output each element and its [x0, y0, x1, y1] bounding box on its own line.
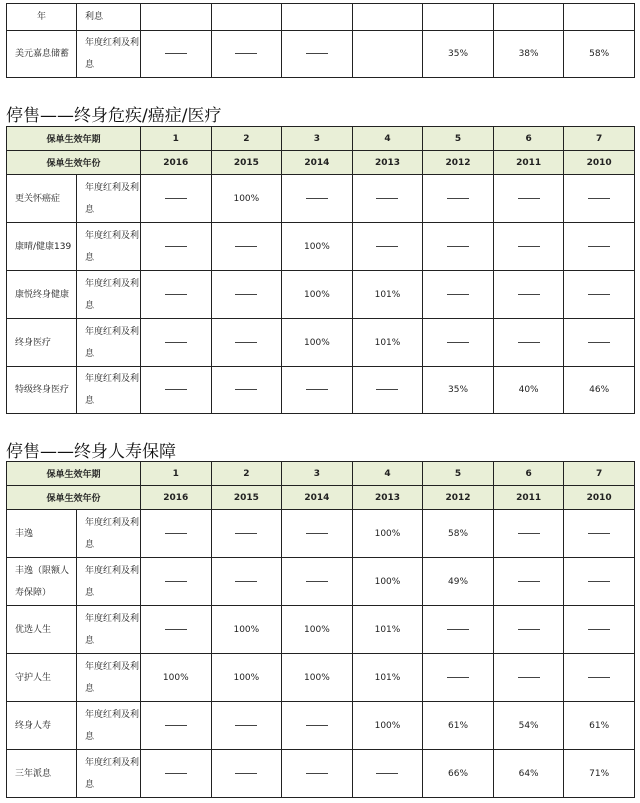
value-cell: [352, 367, 423, 414]
value-cell: 35%: [423, 31, 494, 78]
term-header: 3: [282, 462, 353, 486]
section-title: 停售——终身人寿保障: [6, 442, 176, 462]
product-name: 终身人寿: [7, 702, 77, 750]
term-header: 6: [493, 462, 564, 486]
value-cell: [564, 175, 635, 223]
header-label: 保单生效年期: [7, 462, 141, 486]
value-cell: 101%: [352, 606, 423, 654]
value-cell: [141, 750, 212, 798]
value-cell: [493, 175, 564, 223]
value-cell: [141, 271, 212, 319]
value-cell: 101%: [352, 271, 423, 319]
dash-mark: [165, 342, 187, 343]
dash-mark: [165, 294, 187, 295]
dash-mark: [588, 677, 610, 678]
life-protection-table: [6, 461, 635, 798]
value-cell: 100%: [282, 606, 353, 654]
value-cell: 100%: [211, 654, 282, 702]
value-cell: 100%: [211, 606, 282, 654]
value-cell: [423, 606, 494, 654]
value-cell: [141, 558, 212, 606]
year-header: 2012: [423, 486, 494, 510]
year-header: 2010: [564, 486, 635, 510]
table-row: [7, 510, 635, 558]
term-header: 7: [564, 127, 635, 151]
value-cell: [493, 319, 564, 367]
value-cell: [564, 654, 635, 702]
value-cell: [141, 175, 212, 223]
dash-mark: [518, 246, 540, 247]
value-cell: [493, 4, 564, 31]
value-cell: [282, 367, 353, 414]
bonus-type: 年度红利及利息: [77, 750, 141, 798]
value-cell: [211, 510, 282, 558]
section-title: 停售——终身危疾/癌症/医疗: [6, 106, 222, 126]
value-cell: [423, 271, 494, 319]
value-cell: 101%: [352, 654, 423, 702]
dash-mark: [376, 773, 398, 774]
value-cell: 66%: [423, 750, 494, 798]
dash-mark: [518, 342, 540, 343]
table-row: [7, 702, 635, 750]
dash-mark: [165, 198, 187, 199]
dash-mark: [588, 581, 610, 582]
dash-mark: [165, 725, 187, 726]
table-row: [7, 271, 635, 319]
header-row-term: [7, 462, 635, 486]
table-row: [7, 558, 635, 606]
product-name: 丰逸（限额人寿保障）: [7, 558, 77, 606]
value-cell: [282, 750, 353, 798]
bonus-type: 年度红利及利息: [77, 558, 141, 606]
term-header: 4: [352, 127, 423, 151]
year-header: 2011: [493, 151, 564, 175]
dash-mark: [306, 725, 328, 726]
value-cell: 71%: [564, 750, 635, 798]
value-cell: [493, 654, 564, 702]
value-cell: [493, 558, 564, 606]
value-cell: [423, 319, 494, 367]
dash-mark: [518, 198, 540, 199]
product-name: 三年派息: [7, 750, 77, 798]
year-header: 2015: [211, 486, 282, 510]
dash-mark: [235, 294, 257, 295]
table-row: [7, 606, 635, 654]
value-cell: [282, 31, 353, 78]
term-header: 1: [141, 462, 212, 486]
header-label: 保单生效年份: [7, 486, 141, 510]
value-cell: [564, 223, 635, 271]
value-cell: [282, 510, 353, 558]
value-cell: [423, 654, 494, 702]
dash-mark: [588, 629, 610, 630]
value-cell: [211, 4, 282, 31]
dash-mark: [306, 581, 328, 582]
header-label: 保单生效年份: [7, 151, 141, 175]
year-header: 2013: [352, 486, 423, 510]
value-cell: [493, 606, 564, 654]
value-cell: 100%: [352, 510, 423, 558]
dash-mark: [518, 533, 540, 534]
value-cell: 40%: [493, 367, 564, 414]
value-cell: 64%: [493, 750, 564, 798]
year-header: 2015: [211, 151, 282, 175]
top-partial-table: [6, 3, 635, 78]
product-name: 特级终身医疗: [7, 367, 77, 414]
value-cell: [211, 750, 282, 798]
value-cell: 100%: [282, 271, 353, 319]
table-row: [7, 223, 635, 271]
value-cell: [564, 558, 635, 606]
dash-mark: [306, 773, 328, 774]
dash-mark: [306, 198, 328, 199]
dash-mark: [447, 677, 469, 678]
value-cell: [352, 175, 423, 223]
value-cell: 100%: [282, 223, 353, 271]
value-cell: [141, 4, 212, 31]
value-cell: [423, 223, 494, 271]
value-cell: 101%: [352, 319, 423, 367]
dash-mark: [447, 342, 469, 343]
table-row: [7, 175, 635, 223]
value-cell: [423, 175, 494, 223]
term-header: 5: [423, 462, 494, 486]
dash-mark: [518, 629, 540, 630]
value-cell: [211, 367, 282, 414]
value-cell: 58%: [423, 510, 494, 558]
product-name: 优选人生: [7, 606, 77, 654]
year-header: 2014: [282, 486, 353, 510]
term-header: 2: [211, 127, 282, 151]
dash-mark: [235, 342, 257, 343]
dash-mark: [235, 581, 257, 582]
dash-mark: [235, 246, 257, 247]
term-header: 6: [493, 127, 564, 151]
term-header: 1: [141, 127, 212, 151]
dash-mark: [235, 773, 257, 774]
table-row: [7, 654, 635, 702]
dash-mark: [447, 629, 469, 630]
value-cell: [211, 702, 282, 750]
value-cell: 46%: [564, 367, 635, 414]
bonus-type: 年度红利及利息: [77, 606, 141, 654]
year-header: 2010: [564, 151, 635, 175]
value-cell: [352, 4, 423, 31]
product-name: 丰逸: [7, 510, 77, 558]
value-cell: [493, 510, 564, 558]
value-cell: [211, 558, 282, 606]
dash-mark: [518, 677, 540, 678]
table-row: [7, 750, 635, 798]
value-cell: [423, 4, 494, 31]
dash-mark: [306, 389, 328, 390]
dash-mark: [165, 629, 187, 630]
product-name: 更关怀癌症: [7, 175, 77, 223]
value-cell: [211, 223, 282, 271]
bonus-type: 年度红利及利息: [77, 223, 141, 271]
value-cell: [564, 606, 635, 654]
dash-mark: [165, 773, 187, 774]
year-header: 2016: [141, 151, 212, 175]
value-cell: [564, 4, 635, 31]
year-header: 2014: [282, 151, 353, 175]
value-cell: [282, 175, 353, 223]
value-cell: [211, 31, 282, 78]
dash-mark: [588, 342, 610, 343]
value-cell: [211, 319, 282, 367]
value-cell: [493, 223, 564, 271]
value-cell: 61%: [564, 702, 635, 750]
bonus-type: 利息: [77, 4, 141, 31]
table-row: [7, 31, 635, 78]
value-cell: [211, 271, 282, 319]
term-header: 4: [352, 462, 423, 486]
product-name: 年: [7, 4, 77, 31]
product-name: 守护人生: [7, 654, 77, 702]
value-cell: [282, 702, 353, 750]
header-row-year: [7, 151, 635, 175]
dash-mark: [447, 246, 469, 247]
bonus-type: 年度红利及利息: [77, 271, 141, 319]
value-cell: [352, 31, 423, 78]
value-cell: [564, 271, 635, 319]
value-cell: 54%: [493, 702, 564, 750]
value-cell: 100%: [352, 702, 423, 750]
year-header: 2012: [423, 151, 494, 175]
dash-mark: [447, 198, 469, 199]
dash-mark: [165, 246, 187, 247]
product-name: 终身医疗: [7, 319, 77, 367]
value-cell: [564, 319, 635, 367]
value-cell: [352, 223, 423, 271]
term-header: 2: [211, 462, 282, 486]
dash-mark: [235, 389, 257, 390]
dash-mark: [235, 533, 257, 534]
value-cell: [141, 510, 212, 558]
product-name: 康悦终身健康: [7, 271, 77, 319]
dash-mark: [376, 246, 398, 247]
value-cell: [493, 271, 564, 319]
dash-mark: [588, 294, 610, 295]
header-row-year: [7, 486, 635, 510]
bonus-type: 年度红利及利息: [77, 367, 141, 414]
dash-mark: [235, 725, 257, 726]
dash-mark: [588, 533, 610, 534]
year-header: 2016: [141, 486, 212, 510]
term-header: 7: [564, 462, 635, 486]
value-cell: 100%: [282, 319, 353, 367]
critical-illness-table: [6, 126, 635, 414]
dash-mark: [306, 533, 328, 534]
value-cell: 100%: [211, 175, 282, 223]
header-row-term: [7, 127, 635, 151]
header-label: 保单生效年期: [7, 127, 141, 151]
year-header: 2011: [493, 486, 564, 510]
value-cell: 100%: [141, 654, 212, 702]
product-name: 美元嘉息储蓄: [7, 31, 77, 78]
table-row: [7, 367, 635, 414]
dash-mark: [518, 581, 540, 582]
value-cell: [564, 510, 635, 558]
product-name: 康晴/健康139: [7, 223, 77, 271]
value-cell: 61%: [423, 702, 494, 750]
dash-mark: [447, 294, 469, 295]
bonus-type: 年度红利及利息: [77, 510, 141, 558]
dash-mark: [376, 389, 398, 390]
value-cell: 38%: [493, 31, 564, 78]
value-cell: [141, 319, 212, 367]
term-header: 5: [423, 127, 494, 151]
value-cell: [141, 606, 212, 654]
value-cell: 49%: [423, 558, 494, 606]
bonus-type: 年度红利及利息: [77, 31, 141, 78]
value-cell: [352, 750, 423, 798]
value-cell: [141, 31, 212, 78]
value-cell: 100%: [352, 558, 423, 606]
value-cell: 35%: [423, 367, 494, 414]
value-cell: [141, 702, 212, 750]
table-row: [7, 319, 635, 367]
dash-mark: [588, 246, 610, 247]
dash-mark: [376, 198, 398, 199]
table-row: [7, 4, 635, 31]
value-cell: [282, 558, 353, 606]
value-cell: 100%: [282, 654, 353, 702]
value-cell: [141, 367, 212, 414]
bonus-type: 年度红利及利息: [77, 319, 141, 367]
value-cell: 58%: [564, 31, 635, 78]
bonus-type: 年度红利及利息: [77, 654, 141, 702]
dash-mark: [165, 581, 187, 582]
year-header: 2013: [352, 151, 423, 175]
term-header: 3: [282, 127, 353, 151]
bonus-type: 年度红利及利息: [77, 175, 141, 223]
dash-mark: [165, 533, 187, 534]
dash-mark: [588, 198, 610, 199]
value-cell: [141, 223, 212, 271]
value-cell: [282, 4, 353, 31]
dash-mark: [165, 389, 187, 390]
dash-mark: [518, 294, 540, 295]
bonus-type: 年度红利及利息: [77, 702, 141, 750]
